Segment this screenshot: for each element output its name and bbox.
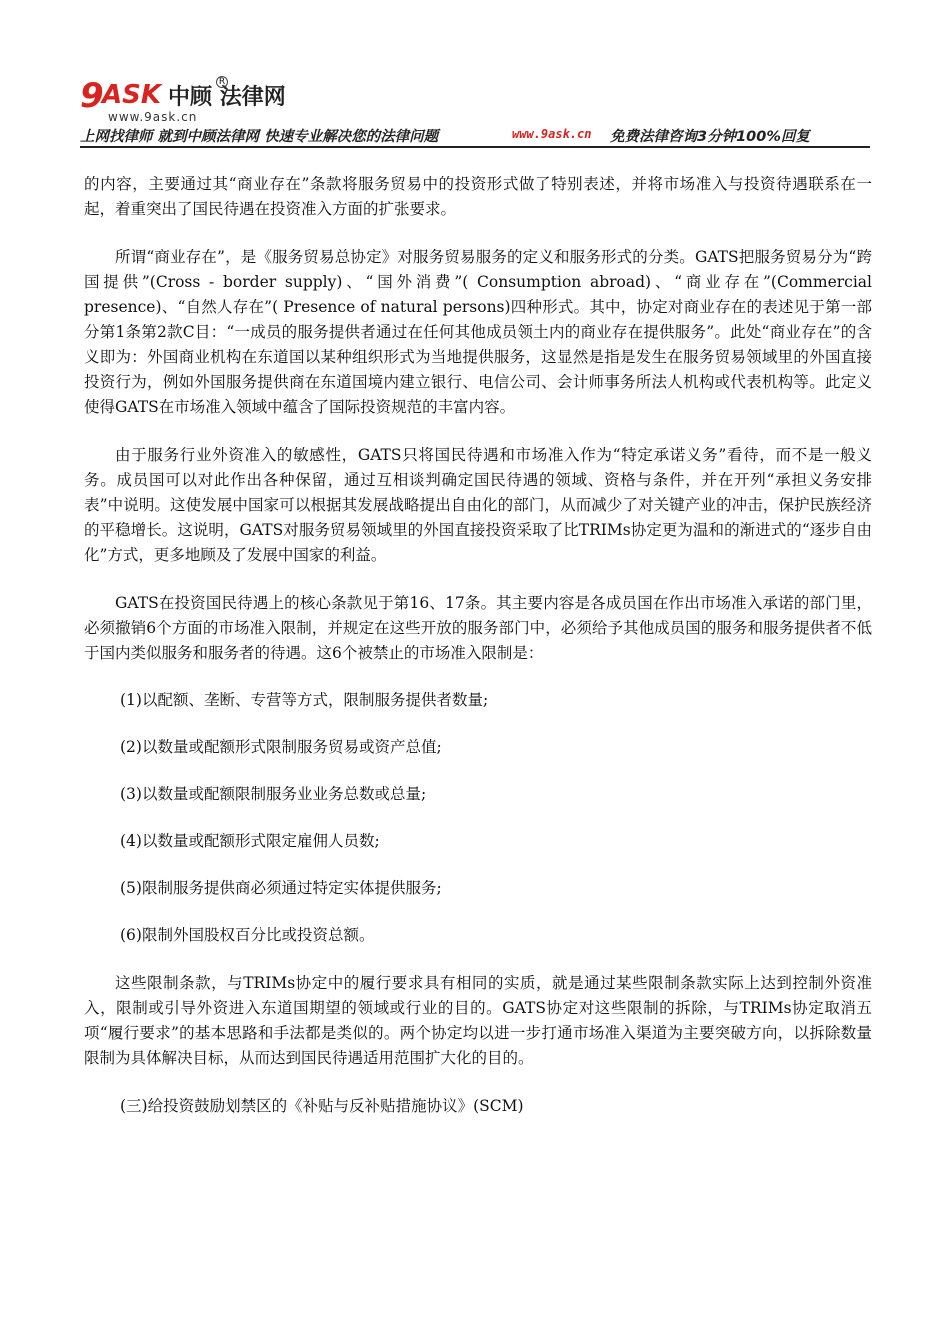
header-promo: 免费法律咨询3分钟100%回复 bbox=[610, 129, 810, 145]
paragraph-5: 这些限制条款，与TRIMs协定中的履行要求具有相同的实质，就是通过某些限制条款实际上达到控制外资准入，限制或引导外资进入东道国期望的领域或行业的目的。GATS协定对这些限制的拆除，与TRIMs协定取消五项“履行要求”的基本思路和手法都是类似的。两个协定均以进一步打通市场准入渠道为主要突破方向，以拆除数量限制为具体解决目标，从而达到国民待遇适用范围扩大化的目的。 bbox=[84, 974, 872, 1067]
list-item: (5)限制服务提供商必须通过特定实体提供服务; bbox=[120, 879, 442, 897]
logo-brand-law: 法律网 bbox=[219, 85, 286, 110]
header-tagline bbox=[80, 125, 870, 145]
list-item: (2)以数量或配额形式限制服务贸易或资产总值; bbox=[120, 738, 442, 756]
list-item: (4)以数量或配额形式限定雇佣人员数; bbox=[120, 832, 380, 850]
list-item: (3)以数量或配额限制服务业业务总数或总量; bbox=[120, 785, 427, 803]
list-item: (6)限制外国股权百分比或投资总额。 bbox=[120, 926, 375, 944]
logo-url: www.9ask.cn bbox=[108, 110, 198, 124]
header-site-link[interactable]: www.9ask.cn bbox=[512, 127, 592, 141]
registered-mark-icon: R bbox=[216, 76, 228, 88]
page-header bbox=[80, 70, 870, 150]
list-item: (1)以配额、垄断、专营等方式，限制服务提供者数量; bbox=[120, 691, 489, 709]
logo-ask: ASK bbox=[102, 80, 161, 110]
paragraph-3: 由于服务行业外资准入的敏感性，GATS只将国民待遇和市场准入作为“特定承诺义务”看待，而不是一般义务。成员国可以对此作出各种保留，通过互相谈判确定国民待遇的领域、资格与条件，并在开列“承担义务安排表”中说明。这使发展中国家可以根据其发展战略提出自由化的部门，从而减少了对关键产业的冲击，保护民族经济的平稳增长。这说明，GATS对服务贸易领域里的外国直接投资采取了比TRIMs协定更为温和的渐进式的“逐步自由化”方式，更多地顾及了发展中国家的利益。 bbox=[84, 446, 872, 564]
header-slogan: 上网找律师 就到中顾法律网 快速专业解决您的法律问题 bbox=[80, 129, 439, 145]
site-logo[interactable] bbox=[80, 70, 340, 122]
document-body bbox=[84, 172, 872, 1119]
logo-brand-cn: 中顾 bbox=[168, 85, 213, 110]
paragraph-2: 所谓“商业存在”，是《服务贸易总协定》对服务贸易服务的定义和服务形式的分类。GATS把服务贸易分为“跨国提供”(Cross - border supply)、“国外消费”( Consumption abroad)、“商业存在”(Commercial presence)、“自然人存在”( Presence of natural persons)四种形式。其中，协定对商业存在的表述见于第一部分第1条第2款C目：“一成员的服务提供者通过在任何其他成员领土内的商业存在提供服务”。此处“商业存在”的含义即为：外国商业机构在东道国以某种组织形式为当地提供服务，这显然是指是发生在服务贸易领域里的外国直接投资行为，例如外国服务提供商在东道国境内建立银行、电信公司、会计师事务所法人机构或代表机构等。此定义使得GATS在市场准入领域中蕴含了国际投资规范的丰富内容。 bbox=[84, 248, 872, 416]
logo-nine: 9 bbox=[80, 76, 103, 116]
paragraph-1: 的内容，主要通过其“商业存在”条款将服务贸易中的投资形式做了特别表述，并将市场准入与投资待遇联系在一起，着重突出了国民待遇在投资准入方面的扩张要求。 bbox=[84, 175, 872, 218]
section-heading: (三)给投资鼓励划禁区的《补贴与反补贴措施协议》(SCM) bbox=[120, 1097, 524, 1115]
paragraph-4: GATS在投资国民待遇上的核心条款见于第16、17条。其主要内容是各成员国在作出市场准入承诺的部门里，必须撤销6个方面的市场准入限制，并规定在这些开放的服务部门中，必须给予其他成员国的服务和服务提供者不低于国内类似服务和服务者的待遇。这6个被禁止的市场准入限制是： bbox=[84, 594, 872, 662]
header-divider bbox=[80, 146, 870, 148]
